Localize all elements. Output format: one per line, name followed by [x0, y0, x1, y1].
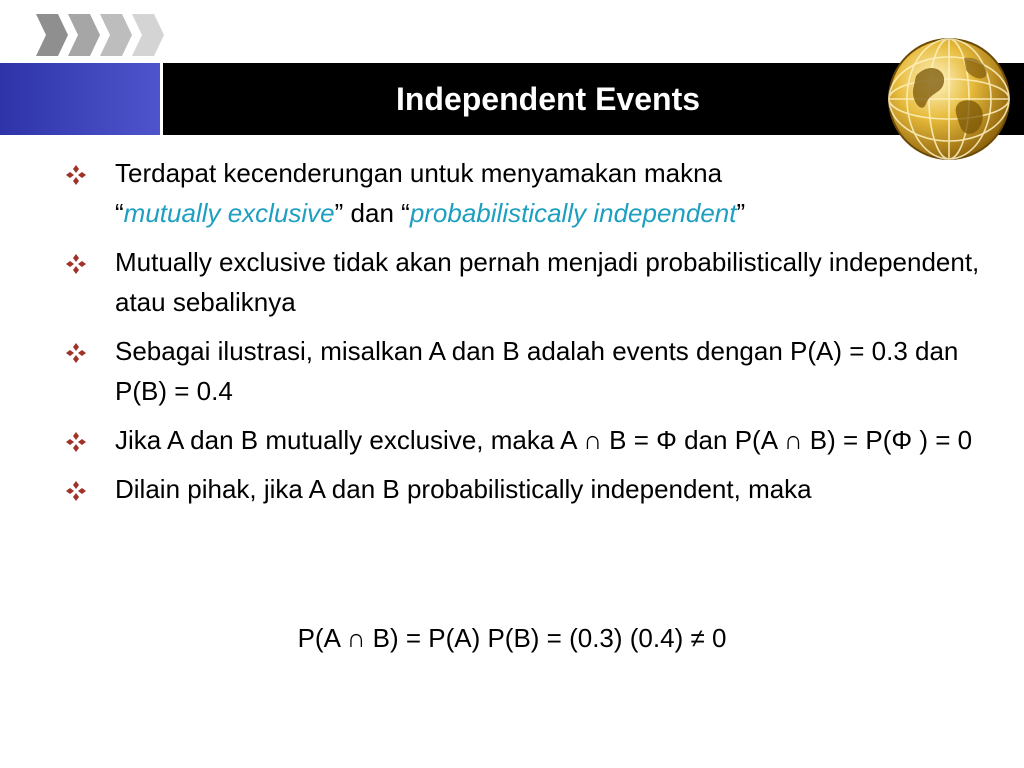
list-item — [60, 420, 990, 460]
diamond-bullet-icon — [66, 343, 86, 363]
diamond-bullet-icon — [66, 481, 86, 501]
open-quote: “ — [115, 198, 124, 228]
highlight-mutually-exclusive: mutually exclusive — [123, 198, 335, 228]
formula: P(A ∩ B) = P(A) P(B) = (0.3) (0.4) ≠ 0 — [297, 623, 727, 653]
bullet-text: Sebagai ilustrasi, misalkan A dan B adalah events dengan P(A) = 0.3 dan P(B) = 0.4 — [115, 336, 959, 406]
chevron-icon — [132, 14, 164, 56]
bullet-text: Dilain pihak, jika A dan B probabilistically independent, maka — [115, 474, 812, 504]
highlight-probabilistically-independent: probabilistically independent — [409, 198, 737, 228]
diamond-bullet-icon — [66, 165, 86, 185]
bullet-list — [60, 153, 990, 518]
chevron-icon — [100, 14, 132, 56]
title-side-band — [0, 63, 160, 135]
list-item — [60, 242, 990, 322]
list-item — [60, 153, 990, 233]
list-item — [60, 331, 990, 411]
diamond-bullet-icon — [66, 254, 86, 274]
diamond-bullet-icon — [66, 432, 86, 452]
header-chevron-icons — [36, 14, 166, 56]
chevron-icon — [36, 14, 68, 56]
globe-icon — [882, 32, 1016, 166]
slide-title: Independent Events — [395, 81, 701, 117]
close-quote: ” — [736, 198, 746, 228]
bullet-text: Jika A dan B mutually exclusive, maka A ∩ B = Φ dan P(A ∩ B) = P(Φ ) = 0 — [115, 425, 973, 455]
bullet-text: Terdapat kecenderungan untuk menyamakan makna — [115, 158, 723, 188]
quote-dan-quote: ” dan “ — [334, 198, 410, 228]
bullet-text: Mutually exclusive tidak akan pernah menjadi probabilistically independent, atau sebaliknya — [115, 247, 980, 317]
list-item — [60, 469, 990, 509]
chevron-icon — [68, 14, 100, 56]
